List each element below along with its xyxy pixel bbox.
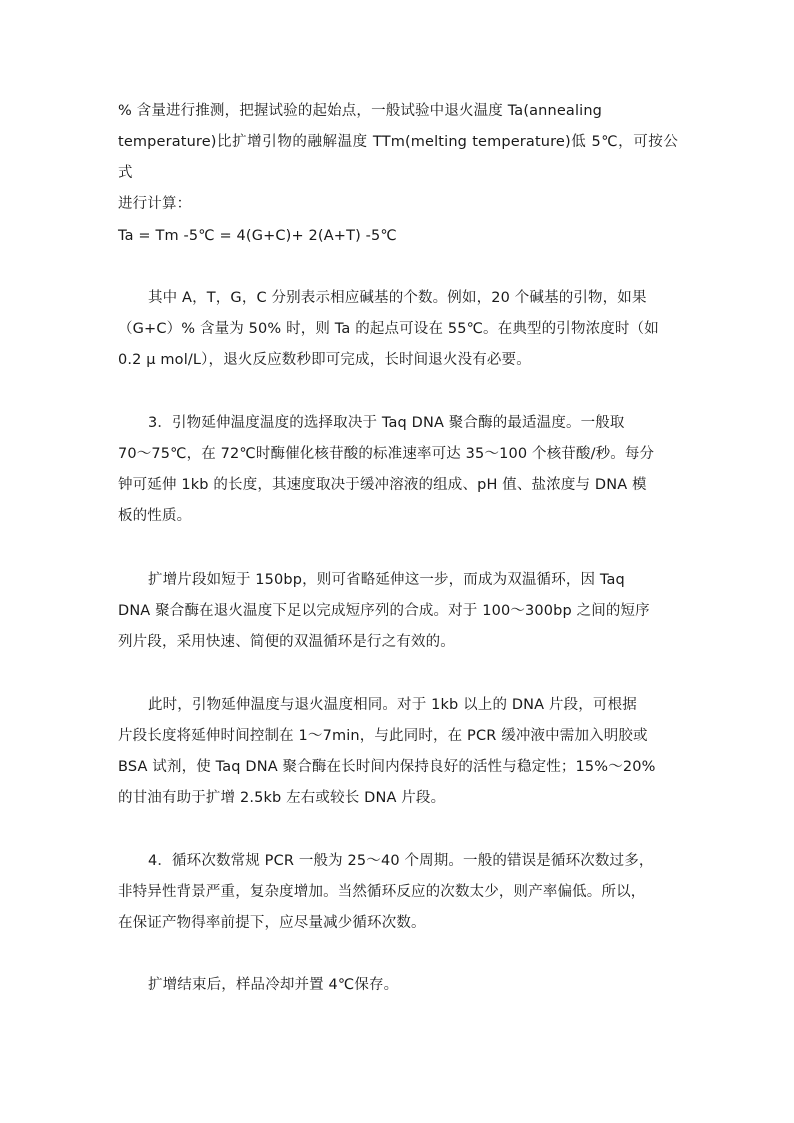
text-line: Ta = Tm -5℃ = 4(G+C)+ 2(A+T) -5℃ <box>118 228 397 244</box>
text-line: 钟可延伸 1kb 的长度，其速度取决于缓冲溶液的组成、pH 值、盐浓度与 DNA 模 <box>118 477 647 493</box>
text-line: 非特异性背景严重，复杂度增加。当然循环反应的次数太少，则产率偏低。所以， <box>118 884 646 900</box>
text-line: 4．循环次数常规 PCR 一般为 25～40 个周期。一般的错误是循环次数过多， <box>148 853 654 869</box>
text-line: DNA 聚合酶在退火温度下足以完成短序列的合成。对于 100～300bp 之间的短序 <box>118 603 650 619</box>
text-line: 的甘油有助于扩增 2.5kb 左右或较长 DNA 片段。 <box>118 790 446 806</box>
text-line: （G+C）% 含量为 50% 时，则 Ta 的起点可设在 55℃。在典型的引物浓度时（如 <box>118 321 659 337</box>
text-line: 进行计算： <box>118 196 192 212</box>
text-line: 0.2 μ mol/L），退火反应数秒即可完成，长时间退火没有必要。 <box>118 352 531 368</box>
paragraph-two-temperature-cycle <box>118 565 678 658</box>
paragraph-extension-temperature <box>118 408 678 532</box>
text-line: temperature)比扩增引物的融解温度 TTm(melting temperature)低 5℃，可按公式 <box>118 134 678 181</box>
text-line: 70～75℃，在 72℃时酶催化核苷酸的标准速率可达 35～100 个核苷酸/秒。每分 <box>118 446 655 462</box>
text-line: 扩增结束后，样品冷却并置 4℃保存。 <box>148 977 399 993</box>
paragraph-base-counts <box>118 283 678 376</box>
paragraph-extension-time <box>118 690 678 814</box>
text-line: 此时，引物延伸温度与退火温度相同。对于 1kb 以上的 DNA 片段，可根据 <box>148 697 637 713</box>
paragraph-cycle-count <box>118 846 678 939</box>
paragraph-storage <box>118 970 678 1001</box>
formula-line <box>118 221 678 252</box>
text-line: % 含量进行推测，把握试验的起始点，一般试验中退火温度 Ta(annealing <box>118 103 603 119</box>
text-line: 列片段，采用快速、简便的双温循环是行之有效的。 <box>118 634 455 650</box>
text-line: BSA 试剂，使 Taq DNA 聚合酶在长时间内保持良好的活性与稳定性；15%～20% <box>118 759 656 775</box>
text-line: 3．引物延伸温度温度的选择取决于 Taq DNA 聚合酶的最适温度。一般取 <box>148 415 625 431</box>
text-line: 在保证产物得率前提下，应尽量减少循环次数。 <box>118 915 426 931</box>
paragraph-annealing-temperature <box>118 96 678 220</box>
text-line: 其中 A，T，G，C 分别表示相应碱基的个数。例如，20 个碱基的引物，如果 <box>148 290 647 306</box>
text-line: 扩增片段如短于 150bp，则可省略延伸这一步，而成为双温循环，因 Taq <box>148 572 625 588</box>
text-line: 片段长度将延伸时间控制在 1～7min，与此同时，在 PCR 缓冲液中需加入明胶或 <box>118 728 648 744</box>
text-line: 板的性质。 <box>118 508 192 524</box>
